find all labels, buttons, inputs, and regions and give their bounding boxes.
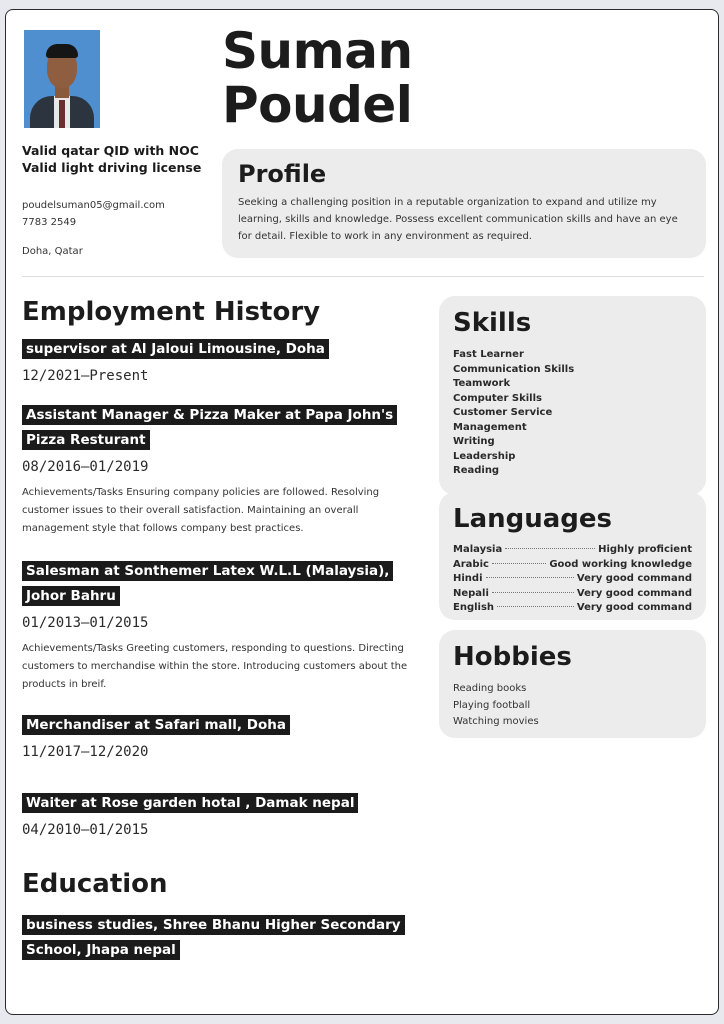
language-level: Good working knowledge (549, 558, 692, 570)
language-item (453, 543, 692, 558)
email: poudelsuman05@gmail.com (22, 200, 165, 211)
job-title: supervisor at Al Jaloui Limousine, Doha (22, 339, 329, 359)
phone: 7783 2549 (22, 217, 77, 228)
language-name: English (453, 602, 495, 613)
location: Doha, Qatar (22, 246, 83, 257)
education-entry (22, 912, 422, 962)
language-level: Very good command (576, 587, 692, 599)
language-level: Highly proficient (598, 544, 692, 555)
profile-section (222, 149, 706, 258)
language-name: Nepali (453, 587, 489, 599)
skill-item: Customer Service (453, 407, 553, 418)
skill-item: Writing (453, 436, 495, 447)
last-name: Poudel (222, 76, 413, 134)
language-item (453, 587, 692, 602)
hobby-item: Playing football (453, 699, 531, 711)
languages-section (439, 492, 706, 620)
job-date: 04/2010—01/2015 (22, 822, 149, 838)
profile-text: Seeking a challenging position in a reputable organization to expand and utilize my learning, skills and knowledge. Possess excellent communication skills and have an eye for detail. Flexible to work in any environment as required. (238, 197, 678, 242)
skill-item: Computer Skills (453, 392, 542, 404)
languages-list (453, 543, 692, 616)
education-title: Education (22, 869, 168, 899)
job-title: Salesman at Sonthemer Latex W.L.L (Malaysia), Johor Bahru (22, 561, 393, 606)
language-item (453, 572, 692, 587)
hobbies-section (439, 630, 706, 738)
skill-item: Fast Learner (453, 349, 524, 360)
resume-page (5, 9, 719, 1015)
job-title: Waiter at Rose garden hotal , Damak nepal (22, 793, 358, 813)
job-title: Merchandiser at Safari mall, Doha (22, 715, 290, 735)
job-date: 12/2021—Present (22, 368, 149, 384)
job-entry (22, 336, 422, 386)
skills-list (453, 348, 692, 479)
language-level: Very good command (576, 602, 692, 613)
skill-item: Teamwork (453, 378, 511, 389)
job-date: 08/2016—01/2019 (22, 459, 149, 475)
contact-block (22, 197, 165, 260)
full-name (222, 24, 413, 132)
employment-column (22, 294, 422, 962)
job-description: Achievements/Tasks Ensuring company policies are followed. Resolving customer issues to their overall satisfaction. Maintaining an overall management style that follows company best practices. (22, 487, 380, 534)
job-entry (22, 712, 422, 762)
language-item (453, 601, 692, 616)
job-entry (22, 558, 422, 694)
language-item (453, 558, 692, 573)
job-description: Achievements/Tasks Greeting customers, responding to questions. Directing customers to merchandise within the store. Introducing customers about the products in breif. (22, 643, 408, 690)
job-entry (22, 402, 422, 538)
job-date: 01/2013—01/2015 (22, 615, 149, 631)
language-name: Hindi (453, 573, 483, 584)
hobby-item: Reading books (453, 683, 527, 694)
skill-item: Leadership (453, 450, 516, 462)
job-entry (22, 790, 422, 840)
hobbies-list (453, 681, 692, 731)
hobby-item: Watching movies (453, 716, 539, 727)
job-date: 11/2017—12/2020 (22, 744, 149, 760)
skill-item: Management (453, 421, 527, 433)
skill-item: Communication Skills (453, 363, 575, 375)
skills-section (439, 296, 706, 495)
job-title: Assistant Manager & Pizza Maker at Papa John's Pizza Resturant (22, 405, 397, 450)
skills-title: Skills (453, 308, 532, 338)
qid-note: Valid qatar QID with NOC Valid light driving license (22, 143, 202, 175)
profile-title: Profile (238, 160, 327, 188)
first-name: Suman (222, 22, 413, 80)
language-name: Arabic (453, 558, 489, 570)
profile-photo (24, 30, 100, 128)
language-name: Malaysia (453, 544, 503, 555)
divider (22, 276, 704, 277)
hobbies-title: Hobbies (453, 642, 572, 672)
education-item: business studies, Shree Bhanu Higher Secondary School, Jhapa nepal (22, 915, 405, 960)
language-level: Very good command (576, 573, 692, 584)
skill-item: Reading (453, 465, 500, 476)
languages-title: Languages (453, 504, 613, 534)
employment-title: Employment History (22, 297, 321, 327)
